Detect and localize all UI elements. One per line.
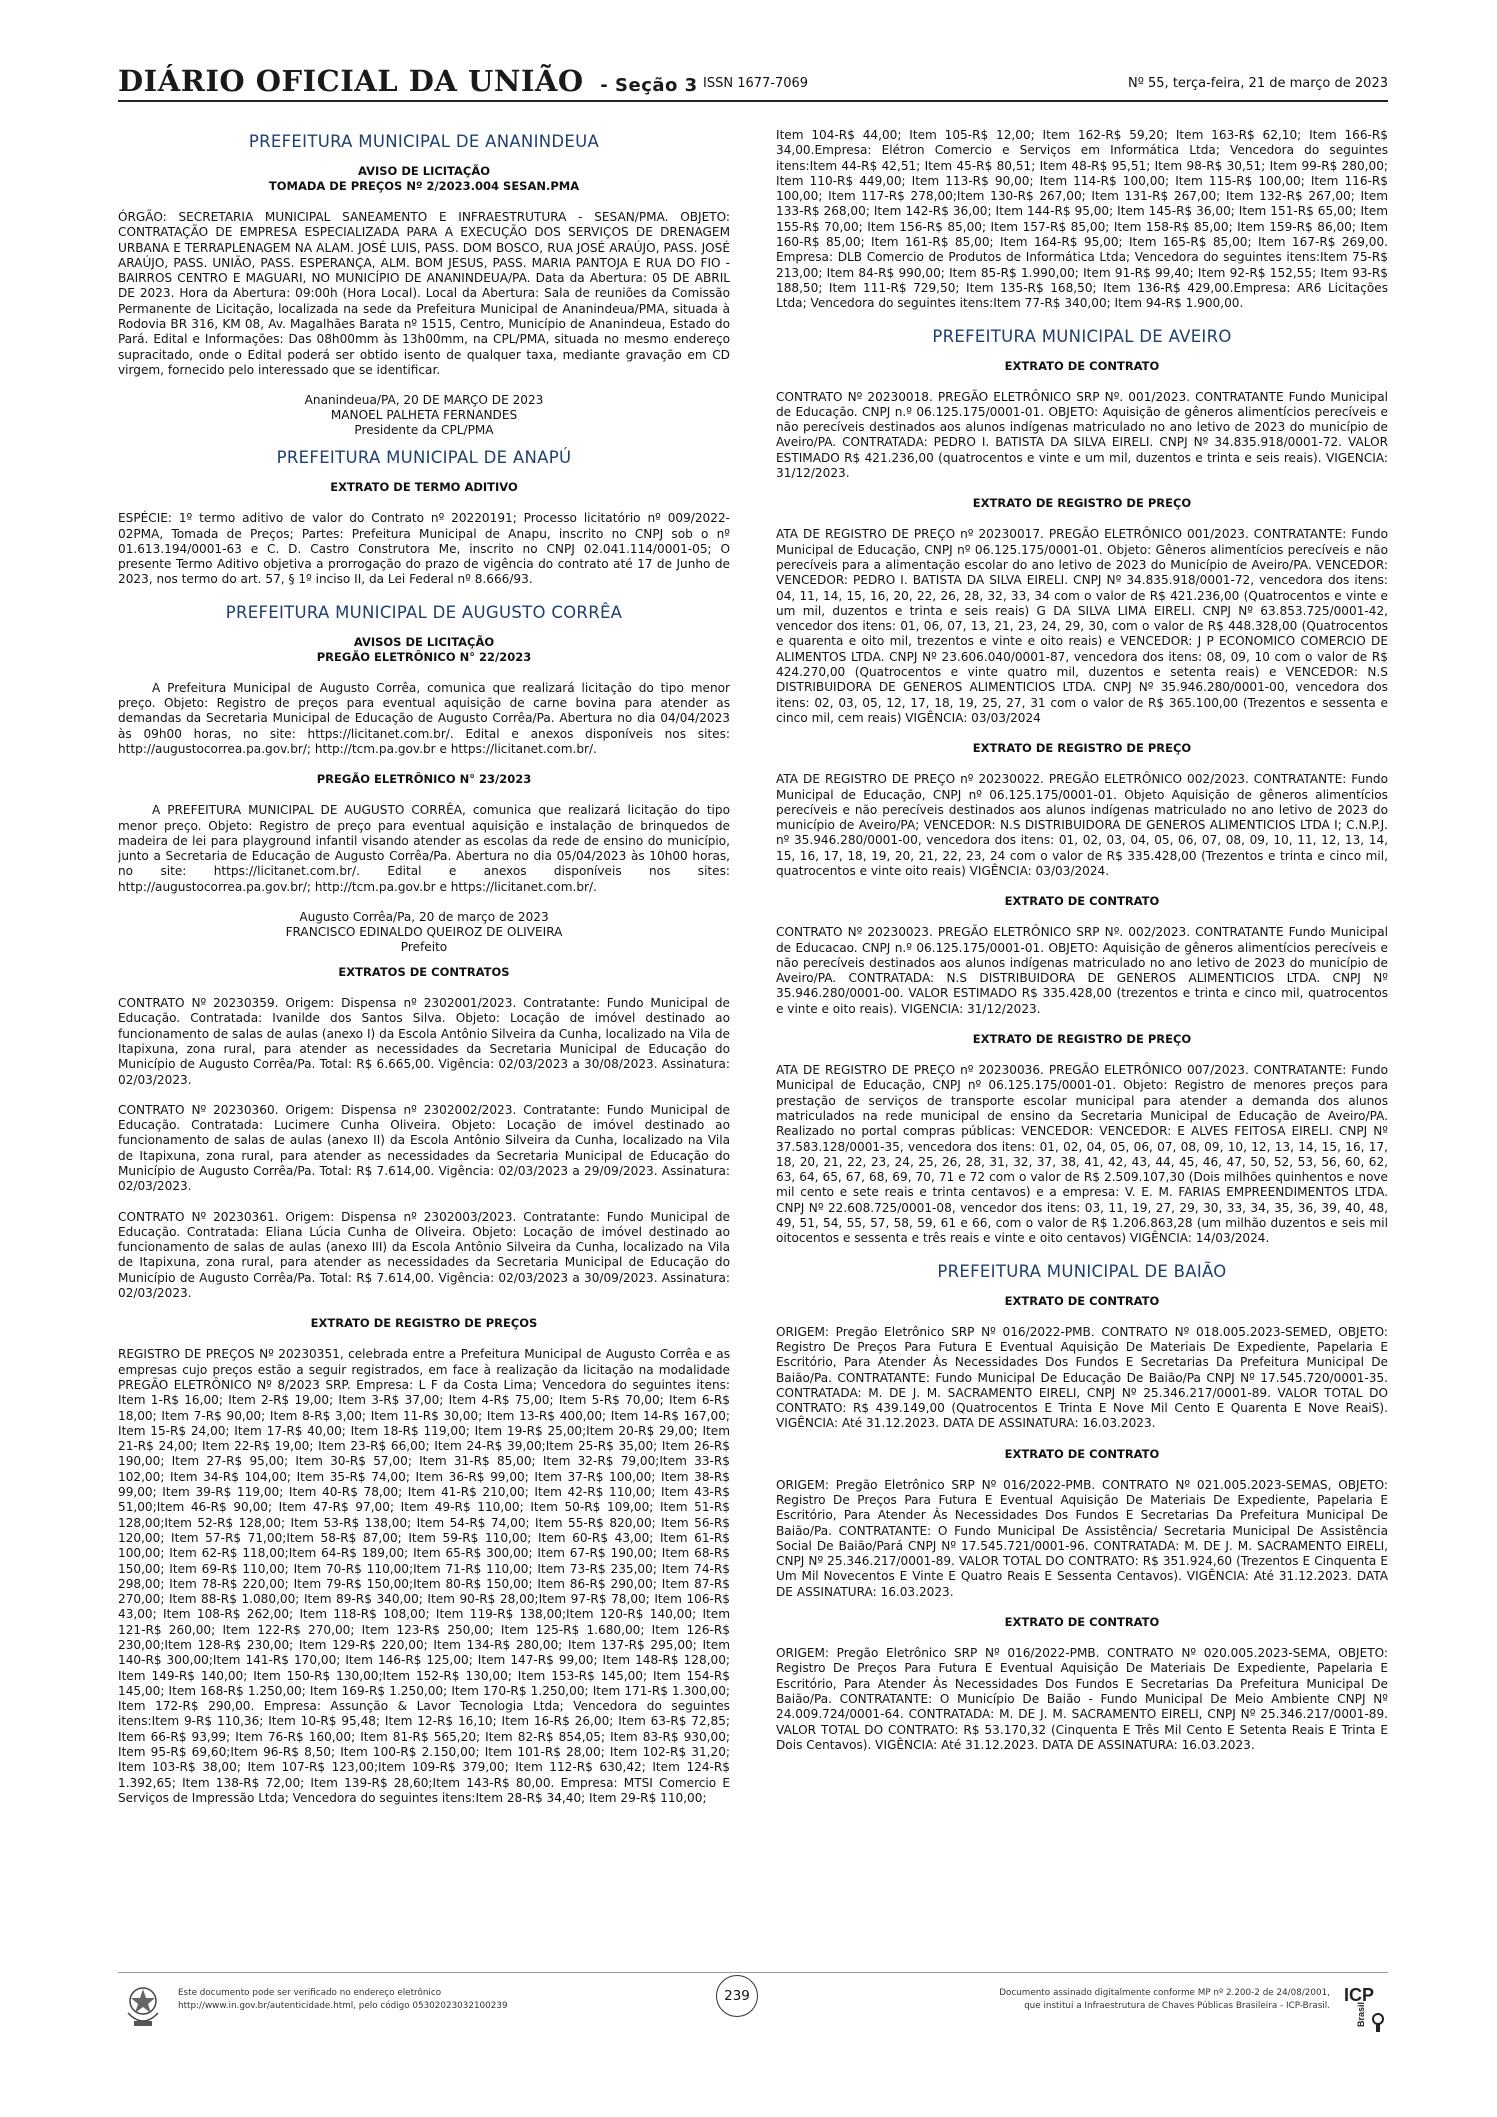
masthead xyxy=(118,64,1388,102)
notice-heading: EXTRATO DE CONTRATO xyxy=(1004,358,1160,373)
page-number: 239 xyxy=(716,1975,758,2017)
notice-heading: EXTRATOS DE CONTRATOS xyxy=(338,965,510,980)
signature-block xyxy=(118,393,730,438)
notice-heading: EXTRATO DE REGISTRO DE PREÇO xyxy=(972,741,1192,756)
notice-subheading: PREGÃO ELETRÔNICO N° 23/2023 xyxy=(316,772,532,787)
ananindeua-section xyxy=(118,132,730,438)
notice-body: ESPÉCIE: 1º termo aditivo de valor do Contrato nº 20220191; Processo licitatório nº 009/2022-02PMA, Tomada de Preços; Partes: Prefeitura Municipal de Anapu, inscrito no CNPJ sob o nº 01.613.194/0001-63 e C. D. Castro Construtora Me, inscrito no CNPJ 02.041.114/0001-05; O presente Termo Aditivo objetiva a prorrogação do prazo de vigência do contrato até 17 de Junho de 2023, nos termo do art. 57, § 1º inciso II, da Lei Federal nº 8.666/93. xyxy=(118,511,730,587)
contract-extract: ORIGEM: Pregão Eletrônico SRP Nº 016/2022-PMB. CONTRATO Nº 021.005.2023-SEMAS, OBJETO: Registro De Preços Para Futura E Eventual Aquisição De Materiais De Expediente, Papelaria E Escritório, Para Atender Às Necessidades Dos Fundos E Secretarias Da Prefeitura Municipal De Baião/Pa. CONTRATANTE: O Fundo Municipal De Assistência/ Secretaria Municipal De Assistência Social De Baião/Pará CNPJ Nº 17.545.721/0001-96. CONTRATADA: M. DE J. M. SACRAMENTO EIRELI, CNPJ Nº 25.346.217/0001-89. VALOR TOTAL DO CONTRATO: R$ 351.924,60 (Trezentos E Cinquenta E Um Mil Novecentos E Vinte E Quatro Reais E Sessenta Centavos). VIGÊNCIA: Até 31.12.2023. DATA DE ASSINATURA: 16.03.2023. xyxy=(776,1477,1388,1599)
org-title: PREFEITURA MUNICIPAL DE ANAPÚ xyxy=(276,448,572,468)
notice-body: A Prefeitura Municipal de Augusto Corrêa, comunica que realizará licitação do tipo menor preço. Objeto: Registro de preços para eventual aquisição de carne bovina para atender as demandas da Secretaria Municipal de Educação de Augusto Corrêa/Pa. Abertura no dia 04/04/2023 às 09h00 horas, no site: https://licitanet.com.br/. Edital e anexos disponíveis nos sites: http://augustocorrea.pa.gov.br/; http://tcm.pa.gov.br e https://licitanet.com.br/. xyxy=(118,680,730,756)
notice-heading: EXTRATO DE REGISTRO DE PREÇO xyxy=(972,496,1192,511)
price-registry-body: REGISTRO DE PREÇOS Nº 20230351, celebrada entre a Prefeitura Municipal de Augusto Corrêa e as empresas cujo preços estão a seguir registrados, em face à realização da licitação na modalidade PREGÃO ELETRÔNICO Nº 8/2023 SRP. Empresa: L F da Costa Lima; Vencedora do seguintes itens: Item 1-R$ 16,00; Item 2-R$ 19,00; Item 3-R$ 37,00; Item 4-R$ 75,00; Item 5-R$ 70,00; Item 6-R$ 18,00; Item 7-R$ 90,00; Item 8-R$ 3,00; Item 11-R$ 30,00; Item 13-R$ 400,00; Item 14-R$ 167,00; Item 15-R$ 24,00; Item 17-R$ 40,00; Item 18-R$ 119,00; Item 19-R$ 25,00;Item 20-R$ 29,00; Item 21-R$ 24,00; Item 22-R$ 19,00; Item 23-R$ 66,00; Item 24-R$ 39,00;Item 25-R$ 35,00; Item 26-R$ 190,00; Item 27-R$ 95,00; Item 30-R$ 57,00; Item 31-R$ 85,00; Item 32-R$ 79,00;Item 33-R$ 102,00; Item 34-R$ 104,00; Item 35-R$ 74,00; Item 36-R$ 99,00; Item 37-R$ 100,00; Item 38-R$ 99,00; Item 39-R$ 119,00; Item 40-R$ 78,00; Item 41-R$ 210,00; Item 42-R$ 110,00; Item 43-R$ 51,00;Item 46-R$ 90,00; Item 47-R$ 97,00; Item 49-R$ 110,00; Item 50-R$ 109,00; Item 51-R$ 128,00;Item 52-R$ 128,00; Item 53-R$ 138,00; Item 54-R$ 74,00; Item 55-R$ 820,00; Item 56-R$ 120,00; Item 57-R$ 71,00;Item 58-R$ 87,00; Item 59-R$ 110,00; Item 60-R$ 43,00; Item 61-R$ 100,00; Item 62-R$ 118,00;Item 64-R$ 189,00; Item 65-R$ 300,00; Item 67-R$ 190,00; Item 68-R$ 150,00; Item 69-R$ 110,00; Item 70-R$ 110,00;Item 71-R$ 110,00; Item 73-R$ 235,00; Item 74-R$ 298,00; Item 78-R$ 220,00; Item 79-R$ 150,00;Item 80-R$ 150,00; Item 86-R$ 290,00; Item 87-R$ 270,00; Item 88-R$ 1.080,00; Item 89-R$ 340,00; Item 90-R$ 28,00;Item 97-R$ 78,00; Item 106-R$ 43,00; Item 108-R$ 262,00; Item 118-R$ 108,00; Item 119-R$ 138,00;Item 120-R$ 140,00; Item 121-R$ 260,00; Item 122-R$ 270,00; Item 123-R$ 250,00; Item 125-R$ 1.680,00; Item 126-R$ 230,00;Item 128-R$ 230,00; Item 129-R$ 220,00; Item 134-R$ 280,00; Item 137-R$ 295,00; Item 140-R$ 300,00;Item 141-R$ 170,00; Item 146-R$ 125,00; Item 147-R$ 99,00; Item 148-R$ 128,00; Item 149-R$ 140,00; Item 150-R$ 130,00;Item 152-R$ 130,00; Item 153-R$ 145,00; Item 154-R$ 145,00; Item 168-R$ 1.250,00; Item 169-R$ 1.250,00; Item 170-R$ 1.250,00; Item 171-R$ 1.300,00; Item 172-R$ 290,00. Empresa: Assunção & Lavor Tecnologia Ltda; Vencedora do seguintes itens:Item 9-R$ 110,36; Item 10-R$ 95,48; Item 12-R$ 16,10; Item 16-R$ 26,00; Item 63-R$ 72,85; Item 66-R$ 93,99; Item 76-R$ 160,00; Item 81-R$ 565,20; Item 82-R$ 854,05; Item 83-R$ 930,00; Item 95-R$ 69,60;Item 96-R$ 8,50; Item 100-R$ 2.150,00; Item 101-R$ 28,00; Item 102-R$ 31,20; Item 103-R$ 38,00; Item 107-R$ 123,00;Item 109-R$ 379,00; Item 112-R$ 630,42; Item 124-R$ 1.392,65; Item 138-R$ 72,00; Item 139-R$ 28,60;Item 143-R$ 80,00. Empresa: MTSI Comercio E Serviços de Impressão Ltda; Vencedora do seguintes itens:Item 28-R$ 34,40; Item 29-R$ 110,00; xyxy=(118,1347,730,1805)
signature-place-date: Ananindeua/PA, 20 DE MARÇO DE 2023 xyxy=(304,393,544,408)
verification-note xyxy=(178,1987,508,2013)
augusto-correa-section xyxy=(118,603,730,1807)
notice-heading: EXTRATO DE CONTRATO xyxy=(1004,894,1160,909)
contract-extract: ORIGEM: Pregão Eletrônico SRP Nº 016/2022-PMB. CONTRATO Nº 018.005.2023-SEMED, OBJETO: Registro De Preços Para Futura E Eventual Aquisição De Materiais De Expediente, Papelaria E Escritório, Para Atender Às Necessidades Dos Fundos E Secretarias Da Prefeitura Municipal De Baião/Pa. CONTRATANTE: Fundo Municipal De Educação De Baião/Pa CNPJ Nº 17.545.720/0001-35. CONTRATADA: M. DE J. M. SACRAMENTO EIRELI, CNPJ Nº 25.346.217/0001-89. VALOR TOTAL DO CONTRATO: R$ 439.149,00 (Quatrocentos E Trinta E Nove Mil Cento E Quarenta E Nove ReaiS). VIGÊNCIA: Até 31.12.2023. DATA DE ASSINATURA: 16.03.2023. xyxy=(776,1324,1388,1431)
notice-heading: AVISOS DE LICITAÇÃO xyxy=(353,634,495,649)
signature-line: que institui a Infraestrutura de Chaves Públicas Brasileira - ICP-Brasil. xyxy=(1024,2001,1330,2011)
signature-block xyxy=(118,910,730,955)
verification-link[interactable]: http://www.in.gov.br/autenticidade.html, pelo código 05302023032100239 xyxy=(178,2001,508,2011)
notice-body: ÓRGÃO: SECRETARIA MUNICIPAL SANEAMENTO E INFRAESTRUTURA - SESAN/PMA. OBJETO: CONTRATAÇÃO DE EMPRESA ESPECIALIZADA PARA A EXECUÇÃO DOS SERVIÇOS DE DRENAGEM URBANA E TERRAPLENAGEM NA ALAM. JOSÉ LUIS, PASS. DOM BOSCO, RUA JOSÉ ARAÚJO, PASS. JOSÉ ARAÚJO, PASS. UNIÃO, PASS. ESPERANÇA, ALM. BOM JESUS, PASS. MARIA PANTOJA E RUA DO FIO - BAIRROS CENTRO E MAGUARI, NO MUNICÍPIO DE ANANINDEUA/PA. Data da Abertura: 05 DE ABRIL DE 2023. Hora da Abertura: 09:00h (Hora Local). Local da Abertura: Sala de reuniões da Comissão Permanente de Licitação, localizada na sede da Prefeitura Municipal de Ananindeua/PMA, situada à Rodovia BR 316, KM 08, Av. Magalhães Barata nº 1515, Centro, Município de Ananindeua, Estado do Pará. Edital e Informações: Das 08h00mm às 13h00mm, na CPL/PMA, situada no mesmo endereço supracitado, onde o Edital poderá ser obtido isento de qualquer taxa, mediante gravação em CD virgem, fornecido pelo interessado que se identificar. xyxy=(118,210,730,377)
aveiro-section xyxy=(776,327,1388,1247)
contract-extract: CONTRATO Nº 20230018. PREGÃO ELETRÔNICO SRP Nº. 001/2023. CONTRATANTE Fundo Municipal de Educação. CNPJ n.º 06.125.175/0001-01. OBJETO: Aquisição de gêneros alimentícios perecíveis e não perecíveis destinados aos alunos indígenas matriculado no ano letivo de 2023 do município de Aveiro/PA. CONTRATADA: PEDRO I. BATISTA DA SILVA EIRELI. CNPJ Nº 34.835.918/0001-72. VALOR ESTIMADO R$ 421.236,00 (quatrocentos e vinte e um mil, duzentos e trinta e seis reais). VIGENCIA: 31/12/2023. xyxy=(776,389,1388,481)
page-footer xyxy=(118,1972,1388,2042)
notice-heading: AVISO DE LICITAÇÃO xyxy=(357,164,491,178)
contract-extract: CONTRATO Nº 20230361. Origem: Dispensa nº 2302003/2023. Contratante: Fundo Municipal de Educação. Contratada: Eliana Lúcia Cunha de Oliveira. Objeto: Locação de imóvel destinado ao funcionamento de salas de aulas (anexo III) da Escola Antônio Silveira da Cunha, localizado na Vila de Itapixuna, zona rural, para atender as necessidades da Secretaria Municipal de Educação do Município de Augusto Corrêa/Pa. Total: R$ 7.614,00. Vigência: 02/03/2023 a 30/09/2023. Assinatura: 02/03/2023. xyxy=(118,1209,730,1301)
price-registry-body: ATA DE REGISTRO DE PREÇO nº 20230036. PREGÃO ELETRÔNICO 007/2023. CONTRATANTE: Fundo Municipal de Educação, CNPJ nº 06.125.175/0001-01. Objeto: Registro de menores preços para prestação de serviços de transporte escolar municipal para atender a demanda dos alunos matriculados na rede municipal de ensino da Secretaria Municipal de Educação de Aveiro/PA. Realizado no portal compras públicas: VENCEDOR: VENCEDOR: E ALVES FEITOSA EIRELI. CNPJ Nº 37.583.128/0001-35, vencedora dos itens: 01, 02, 04, 05, 06, 07, 08, 09, 10, 12, 13, 14, 15, 16, 17, 18, 20, 21, 22, 23, 24, 25, 26, 28, 31, 32, 37, 38, 41, 42, 43, 44, 45, 46, 47, 50, 52, 53, 56, 60, 62, 63, 64, 65, 67, 68, 69, 70, 71 e 72 com o valor de R$ 2.509.107,30 (Dois milhões quinhentos e nove mil cento e sete reais e trinta centavos) e a empresa: V. E. M. FARIAS EMPREENDIMENTOS LTDA. CNPJ Nº 22.608.725/0001-08, vencedor dos itens: 03, 11, 19, 27, 29, 30, 33, 34, 35, 36, 39, 40, 48, 49, 51, 54, 55, 57, 58, 59, 61 e 66, com o valor de R$ 1.206.863,28 (um milhão duzentos e seis mil oitocentos e sessenta e três reais e vinte e oito centavos) VIGÊNCIA: 14/03/2024. xyxy=(776,1063,1388,1246)
anapu-section xyxy=(118,448,730,587)
notice-heading: EXTRATO DE REGISTRO DE PREÇOS xyxy=(310,1316,538,1331)
right-column xyxy=(776,128,1388,1963)
edition-date: Nº 55, terça-feira, 21 de março de 2023 xyxy=(1128,76,1388,91)
price-registry-body: ATA DE REGISTRO DE PREÇO nº 20230017. PREGÃO ELETRÔNICO 001/2023. CONTRATANTE: Fundo Municipal de Educação, CNPJ nº 06.125.175/0001-01. Objeto: Gêneros alimentícios perecíveis e não perecíveis para a alimentação escolar do ano letivo de 2023 do Município de Aveiro/PA. VENCEDOR: VENCEDOR: PEDRO I. BATISTA DA SILVA EIRELI. CNPJ Nº 34.835.918/0001-72, vencedora dos itens: 04, 11, 14, 15, 16, 20, 22, 26, 28, 32, 33, 34 com o valor de R$ 421.236,00 (Quatrocentos e vinte e um mil, duzentos e trinta e seis reais) G DA SILVA LIMA EIRELI. CNPJ Nº 63.853.725/0001-42, vencedor dos itens: 01, 06, 07, 13, 21, 23, 24, 29, 30, com o valor de R$ 448.328,00 (Quatrocentos e quarenta e oito mil, trezentos e vinte e oito reais) e VENCEDOR: J P ECONOMICO COMERCIO DE ALIMENTOS LTDA. CNPJ Nº 23.606.040/0001-87, vencedora dos itens: 08, 09, 10 com o valor de R$ 424.270,00 (Quatrocentos e vinte quatro mil, duzentos e setenta reais) e VENCEDOR: N.S DISTRIBUIDORA DE GENEROS ALIMENTICIOS LTDA. CNPJ Nº 35.946.280/0001-00, vencedora dos itens: 02, 03, 05, 12, 17, 18, 19, 25, 27, 31 com o valor de R$ 365.100,00 (Trezentos e sessenta e cinco mil, cem reais) VIGÊNCIA: 03/03/2024 xyxy=(776,527,1388,725)
notice-subheading: TOMADA DE PREÇOS Nº 2/2023.004 SESAN.PMA xyxy=(268,179,580,193)
contract-extract: CONTRATO Nº 20230023. PREGÃO ELETRÔNICO SRP Nº. 002/2023. CONTRATANTE Fundo Municipal de Educacao. CNPJ n.º 06.125.175/0001-01. OBJETO: Aquisição de gêneros alimentícios perecíveis e não perecíveis destinados aos alunos indígenas matriculado no ano letivo de 2023 do município de Aveiro/PA. CONTRATADA: N.S DISTRIBUIDORA DE GENEROS ALIMENTICIOS LTDA. CNPJ Nº 35.946.280/0001-00. VALOR ESTIMADO R$ 335.428,00 (trezentos e trinta e cinco mil, quatrocentos e vinte e oito reais). VIGENCIA: 31/12/2023. xyxy=(776,925,1388,1016)
svg-text:Brasil: Brasil xyxy=(1356,2001,1366,2027)
org-title: PREFEITURA MUNICIPAL DE ANANINDEUA xyxy=(248,132,600,151)
section-label: - Seção 3 xyxy=(600,75,698,96)
contract-extract: CONTRATO Nº 20230359. Origem: Dispensa nº 2302001/2023. Contratante: Fundo Municipal de Educação. Contratada: Ivanilde dos Santos Silva. Objeto: Locação de imóvel destinado ao funcionamento de salas de aulas (anexo I) da Escola Antônio Silveira da Cunha, localizado na Vila de Itapixuna, zona rural, para atender as necessidades da Secretaria Municipal de Educação do Município de Augusto Corrêa/Pa. Total: R$ 6.665,00. Vigência: 02/03/2023 a 30/08/2023. Assinatura: 02/03/2023. xyxy=(118,996,730,1087)
signature-name: FRANCISCO EDINALDO QUEIROZ DE OLIVEIRA xyxy=(285,925,563,940)
notice-heading: EXTRATO DE CONTRATO xyxy=(1004,1293,1160,1308)
journal-title xyxy=(118,64,698,98)
signature-place-date: Augusto Corrêa/Pa, 20 de março de 2023 xyxy=(299,910,549,925)
org-title: PREFEITURA MUNICIPAL DE AVEIRO xyxy=(932,326,1232,346)
notice-heading: EXTRATO DE CONTRATO xyxy=(1004,1446,1160,1461)
org-title: PREFEITURA MUNICIPAL DE AUGUSTO CORRÊA xyxy=(225,602,623,622)
notice-body: A PREFEITURA MUNICIPAL DE AUGUSTO CORRÊA, comunica que realizará licitação do tipo menor preço. Objeto: Registro de preço para eventual aquisição e instalação de brinquedos de madeira de lei para playground infantil visando atender as escolas da rede de ensino do município, junto a Secretaria de Educação de Augusto Corrêa/Pa. Abertura no dia 05/04/2023 às 10h00 horas, no site: https://licitanet.com.br/. Edital e anexos disponíveis nos sites: http://augustocorrea.pa.gov.br/; http://tcm.pa.gov.br e https://licitanet.com.br/. xyxy=(118,803,730,894)
digital-signature-note xyxy=(999,1987,1330,2013)
signature-name: MANOEL PALHETA FERNANDES xyxy=(330,408,518,423)
notice-subheading: PREGÃO ELETRÔNICO N° 22/2023 xyxy=(316,649,532,664)
signature-role: Prefeito xyxy=(400,940,448,955)
journal-name: DIÁRIO OFICIAL DA UNIÃO xyxy=(118,64,584,98)
contract-extract: ORIGEM: Pregão Eletrônico SRP Nº 016/2022-PMB. CONTRATO Nº 020.005.2023-SEMA, OBJETO: Registro De Preços Para Futura E Eventual Aquisição De Materiais De Expediente, Papelaria E Escritório, Para Atender Às Necessidades Dos Fundos E Secretarias Da Prefeitura Municipal De Baião/Pa. CONTRATANTE: O Município De Baião - Fundo Municipal De Meio Ambiente CNPJ Nº 24.009.724/0001-64. CONTRATADA: M. DE J. M. SACRAMENTO EIRELI, CNPJ Nº 25.346.217/0001-89. VALOR TOTAL DO CONTRATO: R$ 53.170,32 (Cinquenta E Três Mil Cento E Setenta Reais E Trinta E Dois Centavos). VIGÊNCIA: Até 31.12.2023. DATA DE ASSINATURA: 16.03.2023. xyxy=(776,1646,1388,1752)
left-column xyxy=(118,128,730,1963)
icp-brasil-logo-icon xyxy=(1340,1979,1388,2035)
notice-heading: EXTRATO DE TERMO ADITIVO xyxy=(330,480,518,495)
issn: ISSN 1677-7069 xyxy=(703,76,809,91)
notice-heading: EXTRATO DE CONTRATO xyxy=(1004,1615,1160,1630)
coat-of-arms-icon xyxy=(124,1983,162,2029)
org-title: PREFEITURA MUNICIPAL DE BAIÃO xyxy=(937,1261,1227,1281)
signature-line: Documento assinado digitalmente conforme MP nº 2.200-2 de 24/08/2001, xyxy=(999,1988,1330,1998)
signature-role: Presidente da CPL/PMA xyxy=(354,423,494,438)
price-registry-body: ATA DE REGISTRO DE PREÇO nº 20230022. PREGÃO ELETRÔNICO 002/2023. CONTRATANTE: Fundo Municipal de Educação, CNPJ nº 06.125.175/0001-01. Objeto Aquisição de gêneros alimentícios perecíveis e não perecíveis destinados aos alunos indígenas matriculado no ano letivo de 2023 do município de Aveiro/PA; VENCEDOR: N.S DISTRIBUIDORA DE GENEROS ALIMENTICIOS LTDA I; C.N.P.J. nº 35.946.280/0001-00, vencedora dos itens: 01, 02, 03, 04, 05, 06, 07, 08, 09, 10, 11, 12, 13, 14, 15, 16, 17, 18, 19, 20, 21, 22, 23, 24 com o valor de R$ 335.428,00 (Trezentos e trinta e cinco mil, quatrocentos e vinte oito reais) VIGÊNCIA: 03/03/2024. xyxy=(776,772,1388,878)
contract-extract: CONTRATO Nº 20230360. Origem: Dispensa nº 2302002/2023. Contratante: Fundo Municipal de Educação. Contratada: Lucimere Cunha Oliveira. Objeto: Locação de imóvel destinado ao funcionamento de salas de aulas (anexo II) da Escola Antônio Silveira da Cunha, localizado na Vila de Itapixuna, zona rural, para atender as necessidades da Secretaria Municipal de Educação do Município de Augusto Corrêa/Pa. Total: R$ 7.614,00. Vigência: 02/03/2023 a 29/09/2023. Assinatura: 02/03/2023. xyxy=(118,1102,730,1194)
svg-text:ICP: ICP xyxy=(1344,1985,1375,2005)
verification-line: Este documento pode ser verificado no endereço eletrônico xyxy=(178,1988,442,1998)
notice-heading: EXTRATO DE REGISTRO DE PREÇO xyxy=(972,1032,1192,1047)
price-registry-continuation: Item 104-R$ 44,00; Item 105-R$ 12,00; Item 162-R$ 59,20; Item 163-R$ 62,10; Item 166-R$ 34,00.Empresa: Elétron Comercio e Serviços em Informática Ltda; Vencedora do seguintes itens:Item 44-R$ 42,51; Item 45-R$ 80,51; Item 48-R$ 95,51; Item 98-R$ 30,51; Item 99-R$ 280,00; Item 110-R$ 449,00; Item 113-R$ 90,00; Item 114-R$ 100,00; Item 115-R$ 100,00; Item 116-R$ 100,00; Item 117-R$ 278,00;Item 130-R$ 267,00; Item 131-R$ 267,00; Item 132-R$ 267,00; Item 133-R$ 268,00; Item 142-R$ 36,00; Item 144-R$ 95,00; Item 145-R$ 36,00; Item 151-R$ 65,00; Item 155-R$ 70,00; Item 156-R$ 85,00; Item 157-R$ 85,00; Item 158-R$ 85,00; Item 159-R$ 86,00; Item 160-R$ 85,00; Item 161-R$ 85,00; Item 164-R$ 95,00; Item 165-R$ 85,00; Item 167-R$ 269,00. Empresa: DLB Comercio de Produtos de Informática Ltda; Vencedora do seguintes itens:Item 75-R$ 213,00; Item 84-R$ 990,00; Item 85-R$ 1.990,00; Item 91-R$ 99,40; Item 92-R$ 152,55; Item 93-R$ 188,50; Item 111-R$ 729,50; Item 135-R$ 168,50; Item 136-R$ 429,00.Empresa: AR6 Licitações Ltda; Vencedora do seguintes itens:Item 77-R$ 340,00; Item 94-R$ 1.900,00. xyxy=(776,128,1388,311)
baiao-section xyxy=(776,1262,1388,1754)
